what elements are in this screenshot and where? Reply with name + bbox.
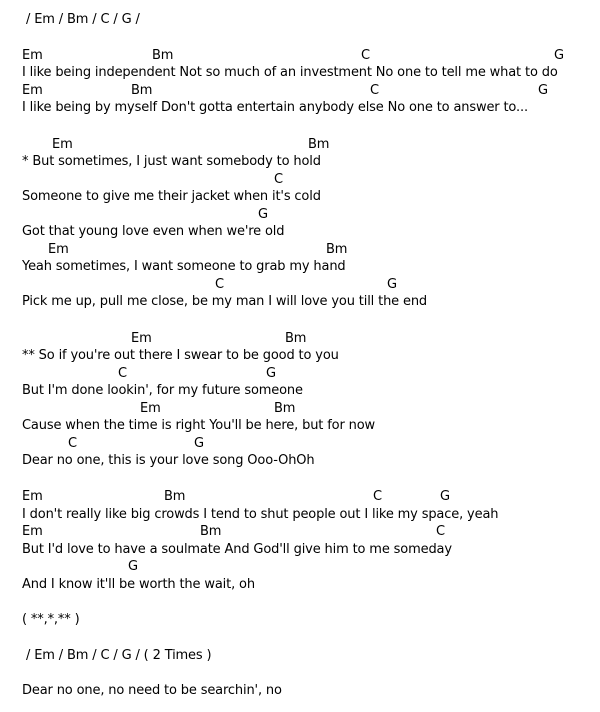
lyric-line: But I'd love to have a soulmate And God'll give him to me someday	[22, 542, 452, 557]
lyric-line: Someone to give me their jacket when it's cold	[22, 189, 321, 204]
chord: Bm	[152, 48, 174, 63]
lyric-line: I don't really like big crowds I tend to shut people out I like my space, yeah	[22, 507, 499, 522]
lyric-line: Dear no one, this is your love song Ooo-OhOh	[22, 453, 315, 468]
chord: Bm	[308, 137, 330, 152]
chord: G	[258, 207, 268, 222]
chord: Bm	[274, 401, 296, 416]
chord: G	[387, 277, 397, 292]
chord: Em	[22, 48, 43, 63]
chord: Em	[22, 489, 43, 504]
intro-progression: / Em / Bm / C / G /	[22, 12, 140, 27]
chord: C	[361, 48, 370, 63]
chord: Bm	[285, 331, 307, 346]
chord: C	[274, 172, 283, 187]
lyric-line: But I'm done lookin', for my future someone	[22, 383, 303, 398]
chord: Em	[131, 331, 152, 346]
lyric-line: ** So if you're out there I swear to be good to you	[22, 348, 339, 363]
chord: Em	[140, 401, 161, 416]
chord: Bm	[164, 489, 186, 504]
chord: G	[266, 366, 276, 381]
chord: C	[436, 524, 445, 539]
chord: Em	[52, 137, 73, 152]
lyric-line: Cause when the time is right You'll be here, but for now	[22, 418, 376, 433]
chord: G	[538, 83, 548, 98]
chord: Bm	[326, 242, 348, 257]
chord: Em	[22, 524, 43, 539]
lyric-line: And I know it'll be worth the wait, oh	[22, 577, 255, 592]
lyric-line: I like being by myself Don't gotta entertain anybody else No one to answer to...	[22, 100, 528, 115]
chord: C	[370, 83, 379, 98]
lyric-line: Pick me up, pull me close, be my man I will love you till the end	[22, 294, 428, 309]
chord: Bm	[131, 83, 153, 98]
chord: Em	[48, 242, 69, 257]
chord: G	[554, 48, 564, 63]
chord: G	[440, 489, 450, 504]
chord: G	[128, 559, 138, 574]
lyric-line: * But sometimes, I just want somebody to hold	[22, 154, 321, 169]
chord: C	[118, 366, 127, 381]
chord: C	[68, 436, 77, 451]
chord: G	[194, 436, 204, 451]
chord: Em	[22, 83, 43, 98]
chord: C	[215, 277, 224, 292]
lyric-line: I like being independent Not so much of an investment No one to tell me what to do	[22, 65, 558, 80]
chord: C	[373, 489, 382, 504]
outro-progression: / Em / Bm / C / G / ( 2 Times )	[22, 648, 212, 663]
chord: Bm	[200, 524, 222, 539]
lyric-line: Dear no one, no need to be searchin', no	[22, 683, 282, 698]
lyric-line: Yeah sometimes, I want someone to grab my hand	[22, 259, 346, 274]
repeat-marker: ( **,*,** )	[22, 612, 80, 627]
lyric-line: Got that young love even when we're old	[22, 224, 285, 239]
